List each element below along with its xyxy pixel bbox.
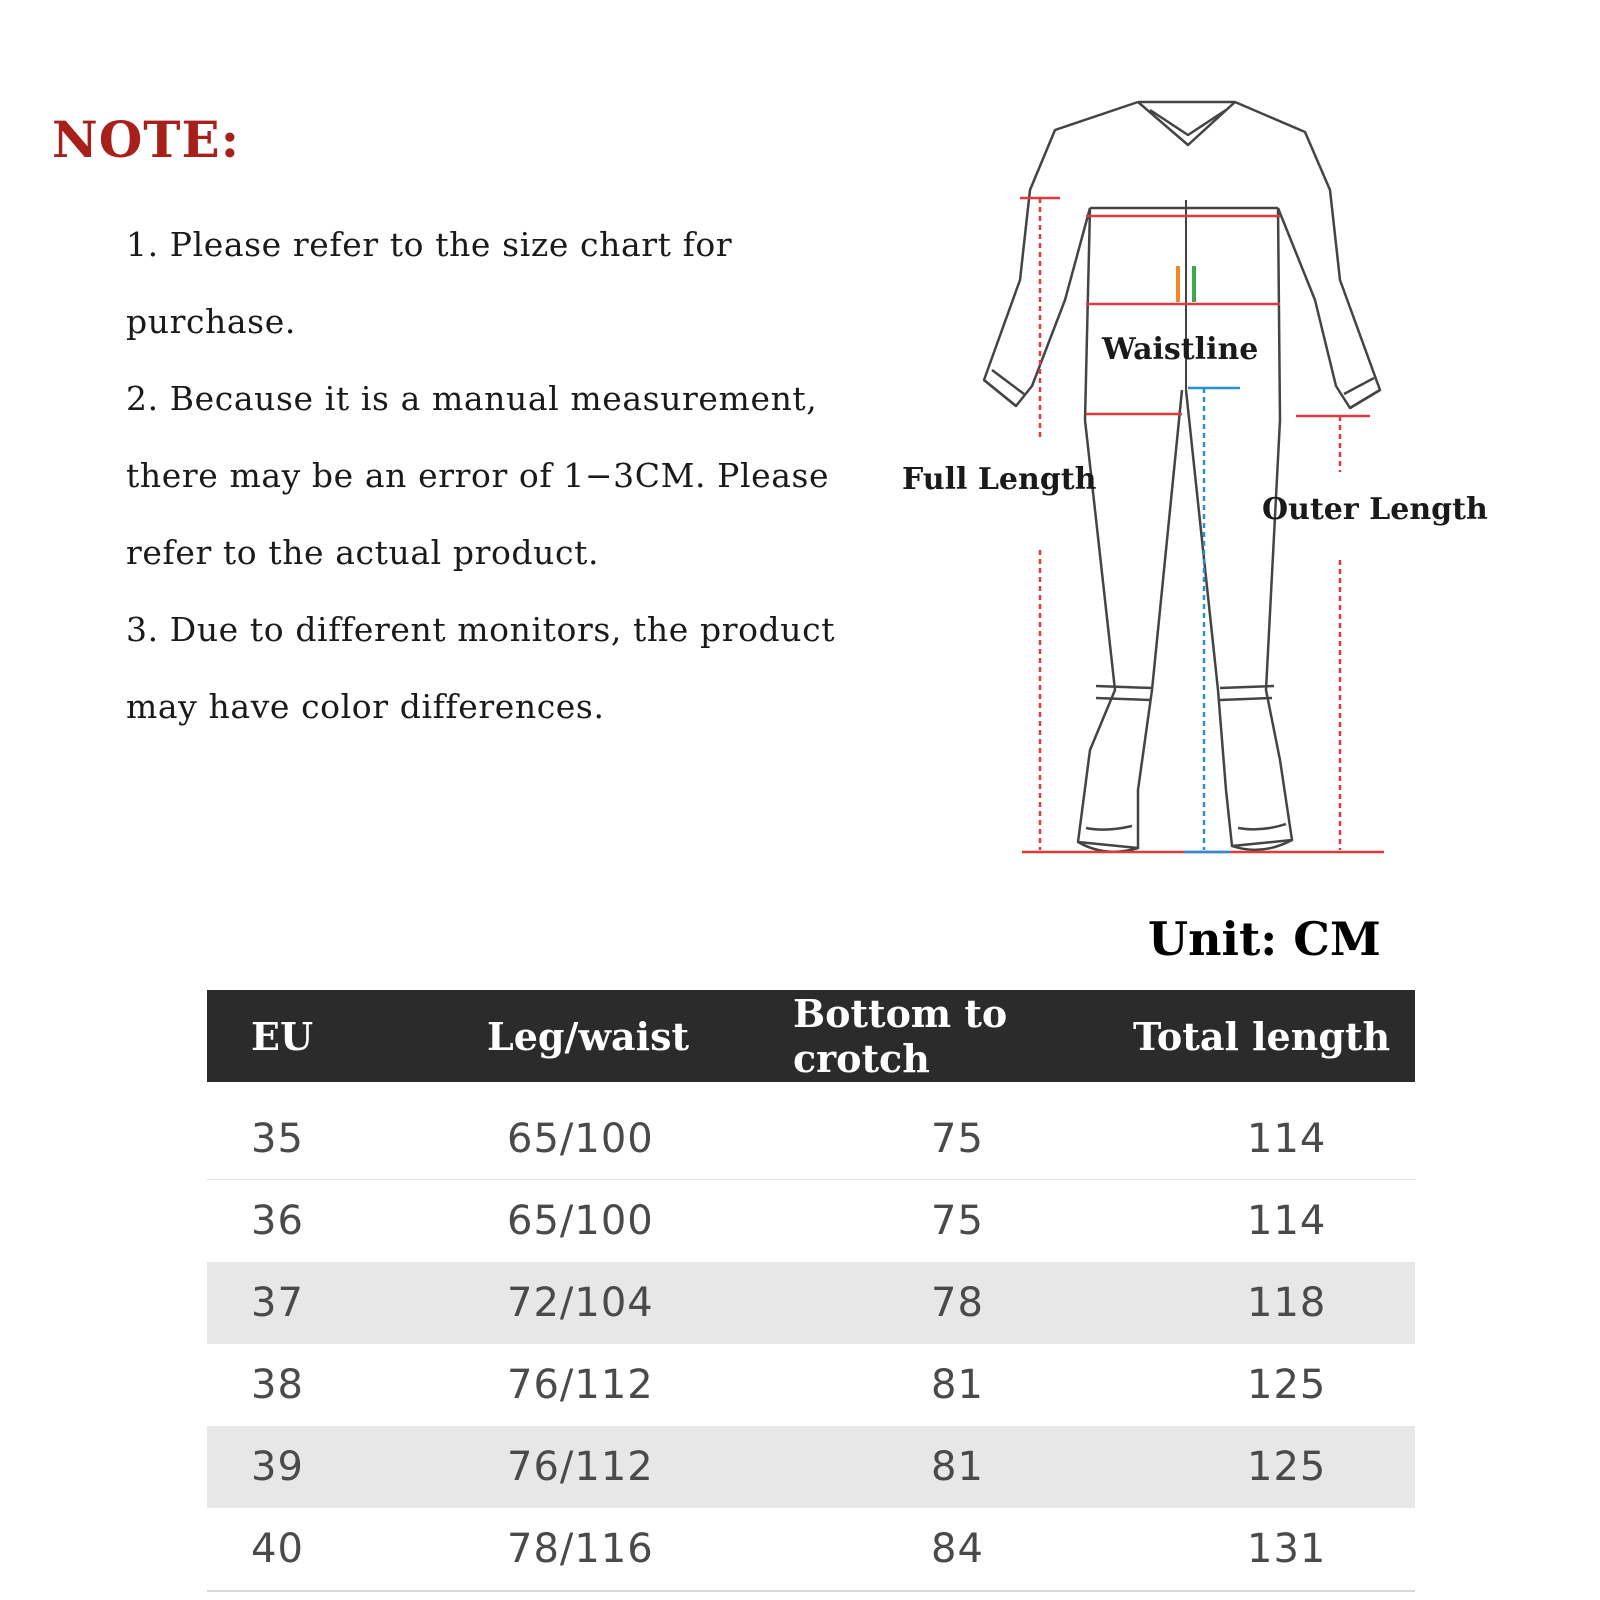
table-row [207,1180,1415,1262]
cell-total-length: 114 [1247,1198,1327,1244]
wader-measurement-diagram [900,90,1550,890]
table-body [207,1082,1415,1592]
cell-bottom-to-crotch: 78 [931,1280,984,1326]
cell-eu: 35 [251,1115,304,1162]
cell-leg-waist: 65/100 [507,1115,654,1162]
full-length-label: Full Length [902,462,1097,497]
table-row [207,1508,1415,1592]
cell-leg-waist: 65/100 [507,1198,654,1244]
waistline-label: Waistline [1102,332,1259,367]
cell-total-length: 118 [1247,1280,1327,1326]
cell-eu: 36 [251,1198,304,1244]
cell-total-length: 131 [1247,1526,1327,1572]
cell-leg-waist: 78/116 [507,1526,654,1572]
cell-total-length: 125 [1247,1444,1327,1490]
cell-total-length: 125 [1247,1362,1327,1408]
note-item: 3. Due to different monitors, the product may have color differences. [126,610,836,726]
table-header [207,990,1415,1082]
cell-bottom-to-crotch: 81 [931,1362,984,1408]
note-item: 2. Because it is a manual measurement, there may be an error of 1−3CM. Please refer to the actual product. [126,379,830,572]
cell-leg-waist: 76/112 [507,1444,654,1490]
header-bottom-to-crotch: Bottom to crotch [793,991,1008,1081]
note-item: 1. Please refer to the size chart for purchase. [126,225,733,341]
outer-length-label: Outer Length [1262,492,1488,527]
header-leg-waist: Leg/waist [487,1013,690,1059]
cell-bottom-to-crotch: 75 [931,1198,984,1244]
cell-bottom-to-crotch: 81 [931,1444,984,1490]
table-row [207,1426,1415,1508]
cell-bottom-to-crotch: 84 [931,1526,984,1572]
header-total-length: Total length [1133,1013,1391,1059]
table-row [207,1344,1415,1426]
cell-leg-waist: 72/104 [507,1280,654,1326]
header-eu: EU [251,1013,314,1059]
table-row [207,1082,1415,1180]
cell-eu: 38 [251,1362,304,1408]
cell-eu: 40 [251,1526,304,1572]
cell-leg-waist: 76/112 [507,1362,654,1408]
note-list [126,206,846,745]
unit-label: Unit: CM [1148,912,1381,966]
cell-eu: 37 [251,1280,304,1326]
table-row [207,1262,1415,1344]
cell-total-length: 114 [1247,1115,1327,1162]
cell-bottom-to-crotch: 75 [931,1115,984,1162]
size-table [207,990,1415,1592]
note-title: NOTE: [52,110,241,169]
cell-eu: 39 [251,1444,304,1490]
